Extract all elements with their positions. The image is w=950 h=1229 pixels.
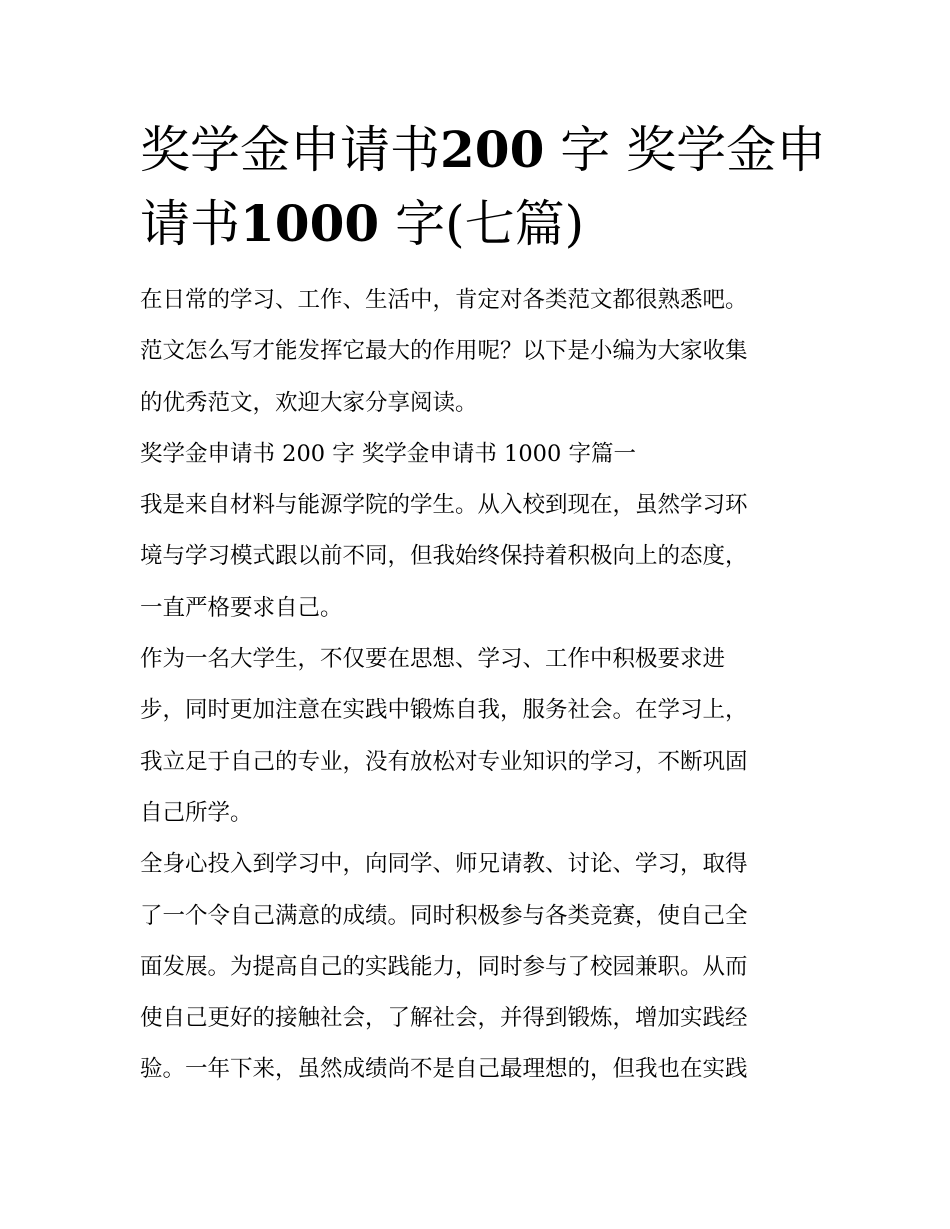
body-line: 验。一年下来，虽然成绩尚不是自己最理想的，但我也在实践 (140, 1056, 748, 1083)
body-line: 我是来自材料与能源学院的学生。从入校到现在，虽然学习环 (140, 492, 748, 519)
title-text: 奖学金申请书 (140, 121, 440, 179)
body-line: 了一个令自己满意的成绩。同时积极参与各类竞赛，使自己全 (140, 902, 748, 929)
document-title (140, 113, 827, 261)
body-line: 自己所学。 (140, 799, 253, 826)
body-line: 面发展。为提高自己的实践能力，同时参与了校园兼职。从而 (140, 953, 748, 980)
body-line: 我立足于自己的专业，没有放松对专业知识的学习，不断巩固 (140, 748, 748, 775)
body-line: 的优秀范文，欢迎大家分享阅读。 (140, 389, 478, 416)
body-line: 在日常的学习、工作、生活中，肯定对各类范文都很熟悉吧。 (140, 287, 748, 313)
section-heading: 奖学金申请书 200 字 奖学金申请书 1000 字篇一 (140, 440, 636, 467)
title-line-1 (140, 113, 827, 187)
document-body (140, 275, 830, 1096)
body-line: 使自己更好的接触社会，了解社会，并得到锻炼，增加实践经 (140, 1005, 748, 1032)
body-line: 一直严格要求自己。 (140, 594, 343, 621)
body-line: 范文怎么写才能发挥它最大的作用呢？以下是小编为大家收集 (140, 338, 748, 365)
title-line-2 (140, 187, 820, 261)
title-number: 200 (440, 120, 545, 179)
body-line: 境与学习模式跟以前不同，但我始终保持着积极向上的态度， (140, 543, 748, 570)
title-number: 1000 (240, 194, 380, 253)
body-line: 作为一名大学生，不仅要在思想、学习、工作中积极要求进 (140, 646, 726, 673)
title-text: 字(七篇) (379, 195, 585, 253)
body-line: 全身心投入到学习中，向同学、师兄请教、讨论、学习，取得 (140, 851, 748, 878)
body-line: 步，同时更加注意在实践中锻炼自我，服务社会。在学习上， (140, 697, 748, 724)
title-text: 字 奖学金申 (544, 121, 827, 179)
title-text: 请书 (140, 195, 240, 253)
